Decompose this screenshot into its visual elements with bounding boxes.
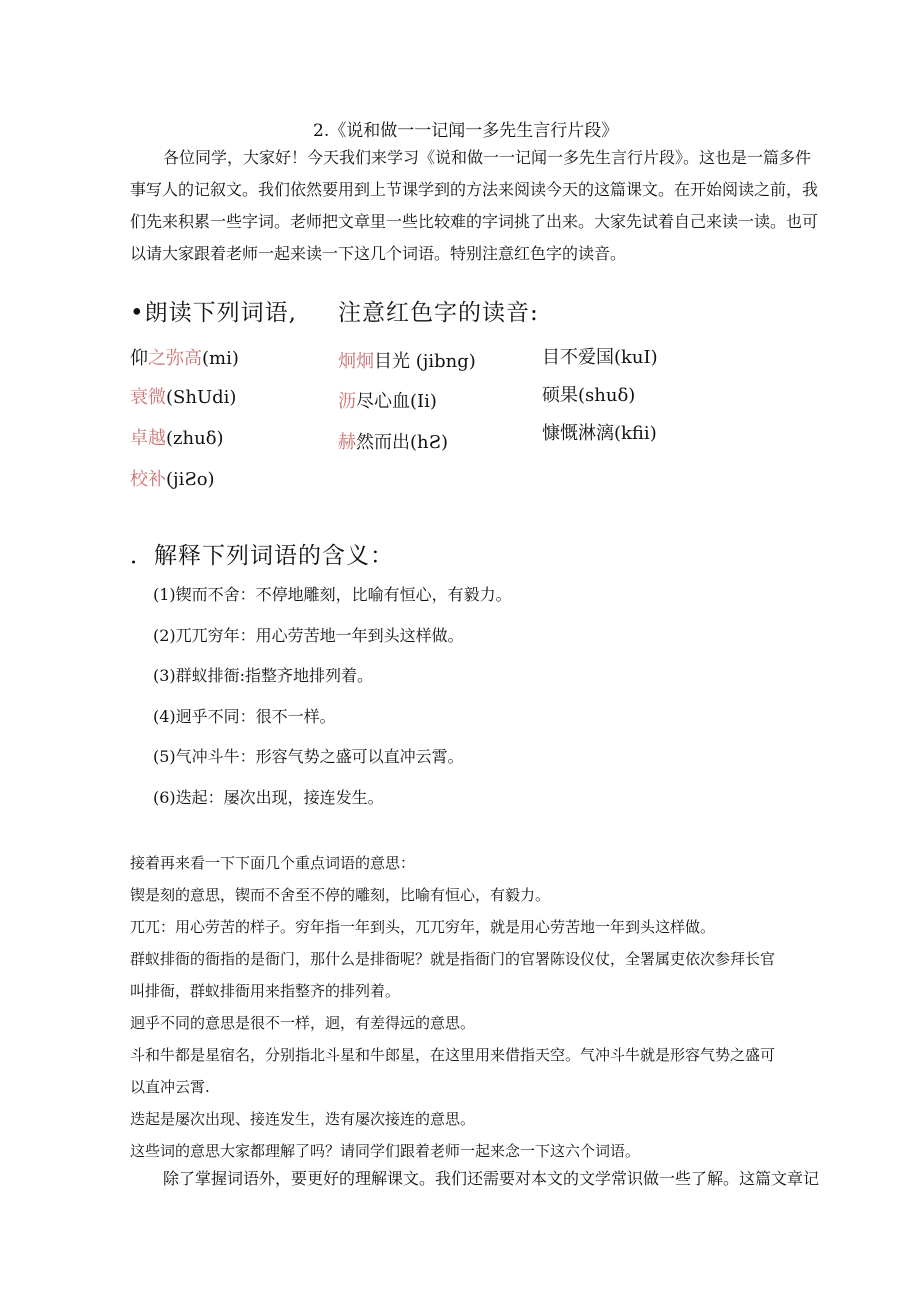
- closing-line: 除了掌握词语外，要更好的理解课文。我们还需要对本文的文学常识做一些了解。这篇文章记: [163, 1169, 820, 1188]
- section2-heading: ．解释下列词语的含义：: [130, 543, 394, 569]
- vocab-word: 慷慨淋漓(kfii): [542, 423, 657, 444]
- explanation-notes: [130, 847, 810, 1167]
- notes-line: 接着再来看一下下面几个重点词语的意思：: [130, 854, 416, 872]
- vocab-word-cropped: [338, 428, 448, 453]
- notes-line: 群蚁排衙的衙指的是衙门，那什么是排衙呢？就是指衙门的官署陈设仪仗，全署属吏依次参拜长官: [130, 950, 776, 968]
- notes-line: 迥乎不同的意思是很不一样，迥，有差得远的意思。: [130, 1014, 476, 1032]
- notes-line: 斗和牛都是星宿名，分别指北斗星和牛郎星，在这里用来借指天空。气冲斗牛就是形容气势之盛可: [130, 1046, 776, 1064]
- intro-line: 以请大家跟着老师一起来读一下这几个词语。特别注意红色字的读音。: [130, 244, 627, 263]
- page-title: 2.《说和做一一记闻一多先生言行片段》: [313, 121, 619, 141]
- vocab-pinyin: (mi): [202, 348, 239, 369]
- vocab-red-chars: 衰微: [130, 387, 166, 408]
- vocab-red-chars: 沥: [338, 391, 356, 412]
- notes-line: 这些词的意思大家都理解了吗？请同学们跟着老师一起来念一下这六个词语。: [130, 1142, 641, 1160]
- vocab-word: [130, 383, 236, 409]
- definition-item: (4)迥乎不同：很不一样。: [153, 707, 336, 726]
- definition-item: (2)兀兀穷年：用心劳苦地一年到头这样做。: [153, 626, 464, 645]
- intro-line: 各位同学，大家好！今天我们来学习《说和做一一记闻一多先生言行片段》。这也是一篇多件: [163, 148, 812, 167]
- notes-line: 迭起是屡次出现、接连发生，迭有屡次接连的意思。: [130, 1110, 476, 1128]
- notes-line: 锲是刻的意思，锲而不舍至不停的雕刻，比喻有恒心，有毅力。: [130, 886, 551, 904]
- vocab-pinyin: (zhuδ): [166, 428, 224, 449]
- definition-item: (5)气冲斗牛：形容气势之盛可以直冲云霄。: [153, 747, 464, 766]
- vocab-plain: 仰: [130, 348, 148, 369]
- intro-paragraph: [130, 142, 819, 270]
- vocab-pinyin: 目光 (jibng): [374, 351, 476, 372]
- vocab-word: [338, 387, 437, 413]
- vocab-word: [130, 465, 215, 491]
- vocab-red-chars: 卓越: [130, 428, 166, 449]
- notes-line: 兀兀：用心劳苦的样子。穷年指一年到头，兀兀穷年，就是用心劳苦地一年到头这样做。: [130, 918, 716, 936]
- intro-line: 事写人的记叙文。我们依然要用到上节课学到的方法来阅读今天的这篇课文。在开始阅读之前，我: [130, 180, 819, 199]
- vocab-pinyin: (jiƧo): [166, 469, 215, 490]
- vocab-red-chars: 之弥高: [148, 348, 202, 369]
- vocab-red-chars: 炯炯: [338, 351, 374, 372]
- vocab-pinyin: 然而出(hƧ): [356, 432, 448, 453]
- vocab-pinyin: (ShUdi): [166, 387, 237, 408]
- vocab-word: [130, 344, 239, 370]
- vocab-word: 目不爱国(kuI): [542, 347, 658, 368]
- notes-line: 叫排衙，群蚁排衙用来指整齐的排列着。: [130, 982, 401, 1000]
- vocab-word: [130, 424, 224, 450]
- vocab-word: [338, 347, 476, 373]
- intro-line: 们先来积累一些字词。老师把文章里一些比较难的字词挑了出来。大家先试着自己来读一读。也可: [130, 212, 819, 231]
- section1-heading-right: 注意红色字的读音:: [338, 300, 539, 326]
- definition-item: (3)群蚁排衙:指整齐地排列着。: [153, 666, 374, 685]
- vocab-word: 硕果(shuδ): [542, 385, 636, 406]
- definition-item: (1)锲而不舍：不停地雕刻，比喻有恒心，有毅力。: [153, 585, 512, 604]
- notes-line: 以直冲云霄.: [130, 1078, 210, 1096]
- section1-heading-left: •朗读下列词语,: [130, 300, 297, 326]
- vocab-red-chars: 校补: [130, 469, 166, 490]
- vocab-pinyin: 尽心血(Ii): [356, 391, 437, 412]
- vocab-red-chars: 赫: [338, 432, 356, 453]
- definition-item: (6)迭起：屡次出现，接连发生。: [153, 788, 384, 807]
